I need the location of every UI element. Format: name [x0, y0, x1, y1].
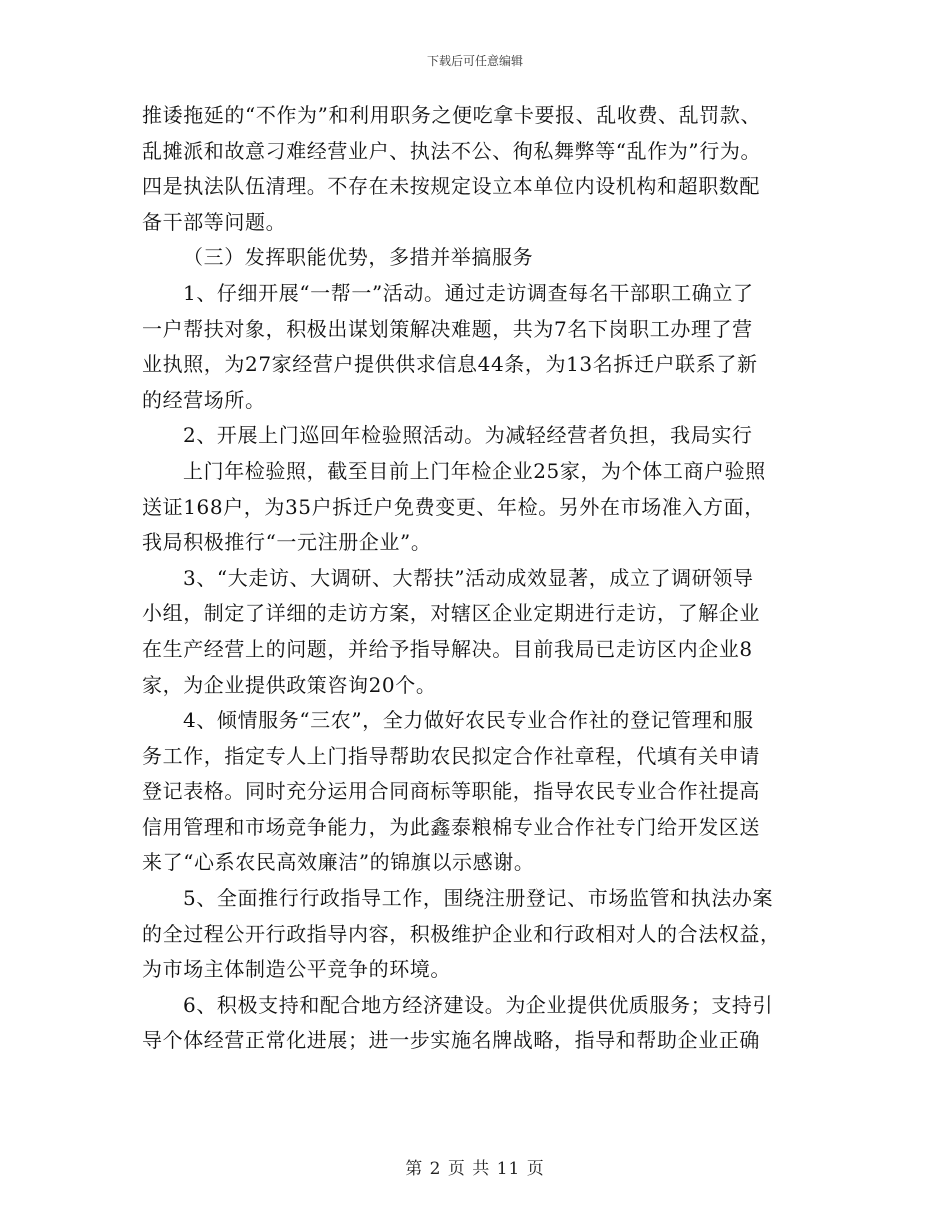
- document-body: [142, 98, 807, 1059]
- text-line: 我局积极推行“一元注册企业”。: [142, 530, 432, 555]
- text-line: 的全过程公开行政指导内容，积极维护企业和行政相对人的合法权益，: [142, 921, 781, 946]
- text-line: 备干部等问题。: [142, 209, 287, 234]
- text-line: 家，为企业提供政策咨询20个。: [142, 672, 437, 697]
- text-line: 业执照，为27家经营户提供供求信息44条，为13名拆迁户联系了新: [142, 352, 758, 377]
- text-line: 2、开展上门巡回年检验照活动。为减轻经营者负担，我局实行: [183, 423, 753, 448]
- text-line: 导个体经营正常化进展；进一步实施名牌战略，指导和帮助企业正确: [142, 1028, 760, 1053]
- text-line: 一户帮扶对象，积极出谋划策解决难题，共为7名下岗职工办理了营: [142, 316, 753, 341]
- text-line: 务工作，指定专人上门指导帮助农民拟定合作社章程，代填有关申请: [142, 743, 760, 768]
- text-line: 的经营场所。: [142, 387, 266, 412]
- text-line: 为市场主体制造公平竞争的环境。: [142, 957, 451, 982]
- page-header: 下载后可任意编辑: [426, 54, 523, 68]
- text-line: 4、倾情服务“三农”，全力做好农民专业合作社的登记管理和服: [183, 708, 754, 733]
- text-line: 小组，制定了详细的走访方案，对辖区企业定期进行走访，了解企业: [142, 601, 760, 626]
- section-heading: （三）发挥职能优势，多措并举搞服务: [183, 245, 534, 270]
- page-number: 第 2 页 共 11 页: [405, 1159, 545, 1179]
- text-line: 上门年检验照，截至目前上门年检企业25家，为个体工商户验照: [183, 458, 766, 483]
- text-line: 乱摊派和故意刁难经营业户、执法不公、徇私舞弊等“乱作为”行为。: [142, 138, 762, 163]
- text-line: 6、积极支持和配合地方经济建设。为企业提供优质服务；支持引: [183, 992, 774, 1017]
- text-line: 3、“大走访、大调研、大帮扶”活动成效显著，成立了调研领导: [183, 565, 754, 590]
- text-line: 四是执法队伍清理。不存在未按规定设立本单位内设机构和超职数配: [142, 174, 760, 199]
- text-line: 5、全面推行行政指导工作，围绕注册登记、市场监管和执法办案: [183, 886, 774, 911]
- text-line: 在生产经营上的问题，并给予指导解决。目前我局已走访区内企业8: [142, 636, 753, 661]
- text-line: 登记表格。同时充分运用合同商标等职能，指导农民专业合作社提高: [142, 779, 760, 804]
- text-line: 来了“心系农民高效廉洁”的锦旗以示感谢。: [142, 850, 535, 875]
- text-line: 信用管理和市场竞争能力，为此鑫泰粮棉专业合作社专门给开发区送: [142, 814, 760, 839]
- text-line: 推诿拖延的“不作为”和利用职务之便吃拿卡要报、乱收费、乱罚款、: [142, 103, 762, 127]
- text-line: 1、仔细开展“一帮一”活动。通过走访调查每名干部职工确立了: [183, 280, 754, 305]
- text-line: 送证168户，为35户拆迁户免费变更、年检。另外在市场准入方面，: [142, 494, 765, 519]
